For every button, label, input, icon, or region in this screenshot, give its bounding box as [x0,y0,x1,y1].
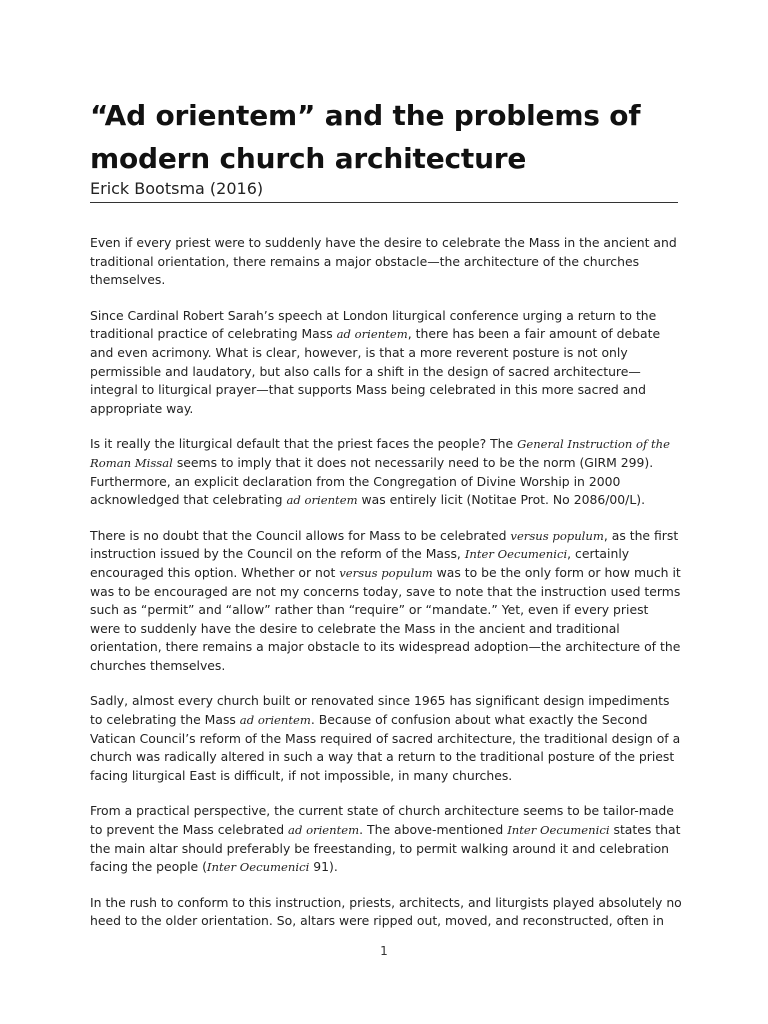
text-run: , there has been a fair amount of debate and even acrimony. What is clear, however, is that a more reverent posture is not only permissible and laudatory, but also calls for a shift in the design of sacred architecture—integral to liturgical prayer—that supports Mass being celebrated in this more sacred and appropriate way. [90,326,661,416]
title-divider [90,202,678,203]
page-number: 1 [380,944,388,958]
italic-term: ad orientem [239,713,311,728]
italic-term: ad orientem [336,327,408,342]
text-run: was entirely licit (Notitae Prot. No 2086/00/L). [357,492,646,508]
text-run: was to be the only form or how much it was to be encouraged are not my concerns today, save to note that the instruction used terms such as “permit” and “allow” rather than “require” or “mandate.” Yet, even if every priest were to suddenly have the desire to celebrate the Mass in the ancient and traditional orientation, there remains a major obstacle to its widespread adoption—the architecture of the churches themselves. [90,564,681,673]
page-title: “Ad orientem” and the problems of modern church architecture [90,99,641,175]
italic-term: Inter Oecumenici [206,860,310,875]
paragraph [90,527,682,676]
italic-term: versus populum [339,565,433,580]
paragraph [90,894,682,931]
text-run: Sadly, almost every church built or renovated since 1965 has significant design impediments to celebrating the Mass [90,693,670,728]
text-run: From a practical perspective, the current state of church architecture seems to be tailor-made to prevent the Mass celebrated [90,803,674,838]
text-run: . Because of confusion about what exactly the Second Vatican Council’s reform of the Mass required of sacred architecture, the traditional design of a church was radically altered in such a way that a return to the traditional posture of the priest facing liturgical East is difficult, if not impossible, in many churches. [90,712,681,783]
text-run: seems to imply that it does not necessarily need to be the norm (GIRM 299). Furthermore, an explicit declaration from the Congregation of Divine Worship in 2000 acknowledged that celebrating [90,454,654,508]
italic-term: ad orientem [286,493,358,508]
text-run: 91). [309,859,338,875]
paragraph [90,307,682,419]
italic-term: ad orientem [288,823,360,838]
text-run: There is no doubt that the Council allows for Mass to be celebrated [90,527,511,543]
italic-term: General Instruction of the Roman Missal [90,437,670,470]
text-run: . The above-mentioned [359,822,508,838]
paragraph [90,692,682,785]
text-run: Even if every priest were to suddenly have the desire to celebrate the Mass in the ancient and traditional orientation, there remains a major obstacle—the architecture of the churches themselves. [90,235,677,288]
text-run: states that the main altar should preferably be freestanding, to permit walking around it and celebration facing the people ( [90,822,681,875]
text-run: , certainly encouraged this option. Whether or not [90,546,630,580]
text-run: Since Cardinal Robert Sarah’s speech at London liturgical conference urging a return to the traditional practice of celebrating Mass [90,307,657,342]
text-run: Is it really the liturgical default that the priest faces the people? The [90,436,518,452]
text-run: In the rush to conform to this instruction, priests, architects, and liturgists played absolutely no heed to the older orientation. So, altars were ripped out, moved, and reconstructed, often in [90,894,682,929]
italic-term: versus populum [510,528,604,543]
italic-term: Inter Oecumenici [464,547,568,562]
text-run: , as the first instruction issued by the Council on the reform of the Mass, [90,527,679,562]
author-line: Erick Bootsma (2016) [90,179,264,198]
paragraph [90,802,682,876]
paragraph [90,435,682,509]
paragraph [90,234,682,290]
italic-term: Inter Oecumenici [507,823,610,838]
article-body [90,234,682,948]
